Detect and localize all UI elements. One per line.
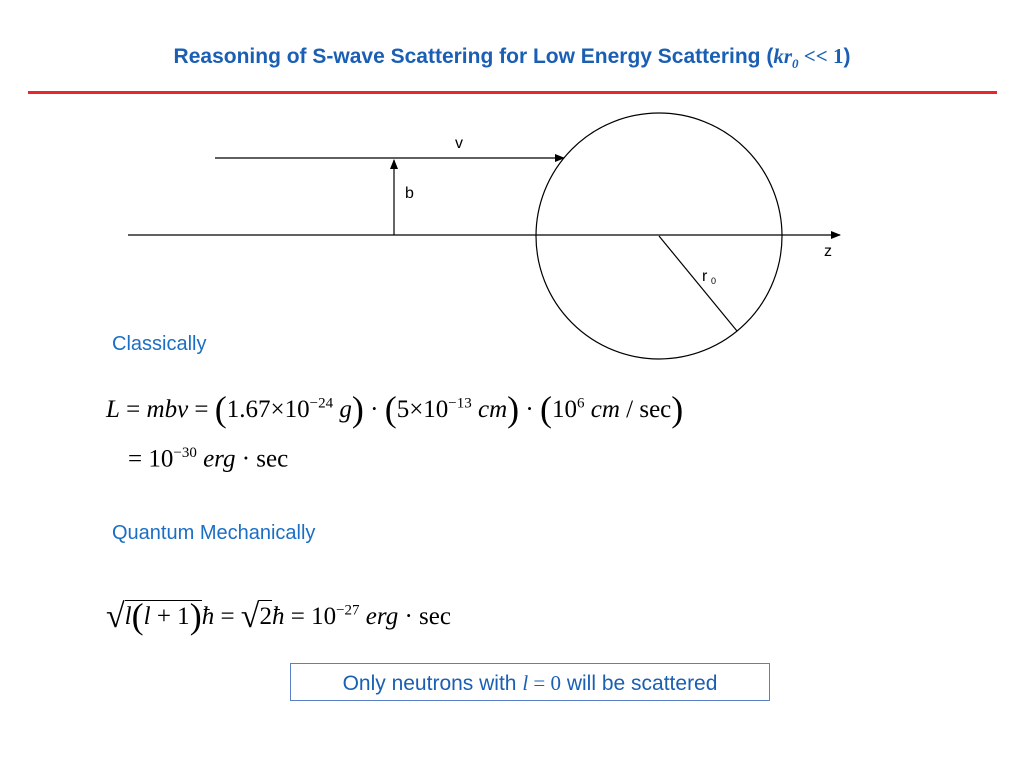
- classically-heading: Classically: [112, 333, 207, 355]
- note-post: will be scattered: [561, 672, 718, 695]
- title-math-kr: kr: [773, 44, 793, 68]
- sqrt-symbol-2: √: [240, 598, 260, 635]
- eq-L: L: [106, 396, 120, 423]
- note-zero: 0: [550, 671, 562, 695]
- eq-dot-1: ·: [363, 396, 385, 423]
- conclusion-box: [290, 663, 770, 701]
- quantum-equation: [106, 595, 451, 637]
- radius-line: [659, 236, 737, 331]
- eq-b-exp: −13: [448, 395, 472, 412]
- sqrt-content: l(l + 1): [124, 596, 202, 636]
- q-two: 2: [259, 600, 272, 630]
- q-unit: erg: [359, 603, 399, 630]
- title-math-sub: 0: [792, 56, 799, 72]
- title-close: ): [843, 45, 851, 68]
- quantum-heading: Quantum Mechanically: [112, 522, 316, 544]
- eq-v-unit-sec: / sec: [619, 396, 672, 423]
- label-v: v: [455, 135, 463, 152]
- eq2-value: = 10: [128, 445, 174, 473]
- label-b: b: [405, 185, 414, 202]
- eq-mass-value: 1.67×10: [226, 396, 310, 423]
- classical-equation-2: [128, 445, 288, 473]
- q-value: = 10: [284, 603, 337, 630]
- eq-v-value: 10: [552, 396, 577, 423]
- label-r: r: [702, 268, 708, 285]
- q-l2: l: [143, 603, 151, 630]
- eq-dot-2: ·: [519, 396, 540, 423]
- q-equals: =: [214, 603, 241, 630]
- label-r-subscript: 0: [711, 276, 717, 286]
- q-l: l: [124, 603, 132, 630]
- eq-v-exp: 6: [577, 395, 585, 412]
- eq2-exp: −30: [173, 445, 197, 461]
- q-plus-one: + 1: [150, 603, 190, 630]
- q-hbar: ħ: [201, 603, 215, 630]
- eq-equals: =: [119, 396, 147, 423]
- eq-mass-unit: g: [333, 396, 352, 423]
- q-hbar-2: ħ: [271, 603, 285, 630]
- eq2-unit: erg: [196, 445, 236, 473]
- eq-b-value: 5×10: [396, 396, 449, 423]
- eq-mbv: mbv: [146, 396, 189, 423]
- q-exp: −27: [336, 602, 360, 619]
- eq-equals-2: =: [188, 396, 215, 423]
- classical-equation-1: L = mbv = ($1.67\times 10^{-24}$ $g) \cdot (5\times 10^{-13}$ $cm) \cdot (10^6$ cm / sec): [106, 389, 684, 429]
- eq2-unit-sec: · sec: [235, 445, 289, 473]
- eq-b-unit: cm: [471, 396, 508, 423]
- sqrt-symbol: √: [106, 598, 125, 635]
- note-equals: =: [528, 671, 551, 695]
- note-var-l: l: [522, 671, 529, 695]
- eq-v-unit: cm: [584, 396, 620, 423]
- title-text: Reasoning of S-wave Scattering for Low Energy Scattering (: [173, 45, 774, 68]
- eq-mass-exp: −24: [309, 395, 334, 412]
- label-z: z: [824, 243, 832, 260]
- q-unit-sec: · sec: [398, 603, 451, 630]
- title-math-rest: << 1: [798, 44, 844, 68]
- note-pre: Only neutrons with: [342, 672, 523, 695]
